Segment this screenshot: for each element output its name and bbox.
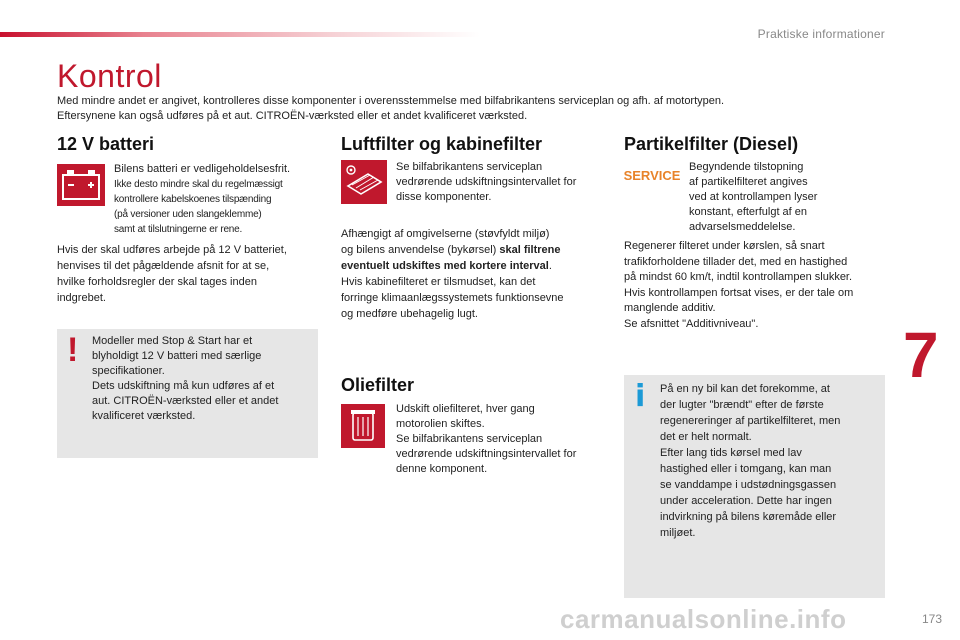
particle-filter-intro [689,160,879,235]
air-filter-line: Se bilfabrikantens serviceplan [396,161,543,173]
battery-intro [114,162,324,237]
warning-text [92,334,312,424]
battery-body-line: Hvis der skal udføres arbejde på 12 V batteriet, [57,244,287,256]
warning-icon: ! [67,331,79,369]
info-line: se vanddampe i udstødningsgassen [660,479,837,491]
air-filter-title: Luftfilter og kabinefilter [341,134,543,154]
warning-line: kvalificeret værksted. [92,410,196,422]
intro-text [57,94,837,124]
air-filter-body-text: og bilens anvendelse (bykørsel) [341,244,500,256]
battery-line: (på versioner uden slangeklemme) [114,209,262,220]
particle-filter-line: konstant, efterfulgt af en [689,206,808,218]
air-filter-body-line: Afhængigt af omgivelserne (støvfyldt miljø) [341,228,550,240]
battery-line: kontrollere kabelskoenes tilspænding [114,194,272,205]
air-filter-line: disse komponenter. [396,191,492,203]
battery-body-line: henvises til det pågældende afsnit for at se, [57,260,270,272]
particle-filter-body-line: Se afsnittet "Additivniveau". [624,317,759,330]
particle-filter-body [624,239,894,332]
air-filter-body-line [341,258,611,274]
warning-line: Modeller med Stop & Start har et [92,335,253,347]
intro-line: Med mindre andet er angivet, kontrolleres disse komponenter i overensstemmelse med bilfabrikantens serviceplan og afh. af motortypen. [57,95,725,107]
service-label: SERVICE [624,168,680,183]
info-line: miljøet. [660,527,696,539]
particle-filter-body-line: på mindst 60 km/t, indtil kontrollampen slukker. [624,271,853,283]
oil-filter-line: vedrørende udskiftningsintervallet for [396,448,577,460]
particle-filter-body-line: Regenerer filteret under kørslen, så snart [624,240,825,252]
oil-filter-line: Se bilfabrikantens serviceplan [396,433,543,445]
battery-title: 12 V batteri [57,134,155,154]
particle-filter-line: Begyndende tilstopning [689,161,804,173]
warning-line: specifikationer. [92,365,165,377]
air-filter-intro [396,160,611,205]
particle-filter-info-box [624,375,885,598]
air-filter-body [341,226,611,322]
particle-filter-body-line: manglende additiv. [624,302,716,314]
battery-body [57,242,317,306]
battery-warning-box [57,329,318,458]
header-accent-bar [0,32,480,37]
particle-filter-title: Partikelfilter (Diesel) [624,134,799,154]
info-icon: i [635,379,646,414]
info-line: På en ny bil kan det forekomme, at [660,383,830,395]
particle-filter-line: advarselsmeddelelse. [689,221,796,233]
info-line: der lugter "brændt" efter de første [660,399,824,411]
info-line: hastighed eller i tomgang, kan man [660,463,832,475]
particle-filter-body-line: trafikforholdene tillader det, med en hastighed [624,255,848,268]
oil-filter-line: motorolien skiftes. [396,418,485,430]
air-filter-body-line: Hvis kabinefilteret er tilsmudset, kan det [341,276,536,288]
chapter-number: 7 [903,319,939,391]
battery-line: Bilens batteri er vedligeholdelsesfrit. [114,163,291,175]
oil-filter-text [396,402,611,477]
page-number: 173 [921,612,942,626]
air-filter-body-line: forringe klimaanlægssystemets funktionsevne [341,292,564,304]
info-line: det er helt normalt. [660,431,752,443]
oil-filter-line: Udskift oliefilteret, hver gang [396,403,535,415]
particle-filter-body-line: Hvis kontrollampen fortsat vises, er der tale om [624,286,854,299]
battery-body-line: hvilke forholdsregler der skal tages inden [57,276,257,288]
oil-filter-icon [341,404,385,448]
header-title: Praktiske informationer [757,27,885,41]
oil-filter-line: denne komponent. [396,463,488,475]
oil-filter-title: Oliefilter [341,375,415,395]
battery-line: samt at tilslutningerne er rene. [114,224,243,235]
warning-line: aut. CITROËN-værksted eller et andet [92,395,279,407]
battery-icon [57,164,105,206]
air-filter-body-line: og medføre ubehagelig lugt. [341,308,478,320]
air-filter-icon [341,160,387,204]
info-line: regenereringer af partikelfilteret, men [660,415,841,427]
air-filter-body-bold: skal filtrene [499,244,561,256]
service-warning-icon [624,164,680,186]
info-line: Efter lang tids kørsel med lav [660,447,802,459]
air-filter-body-text: . [548,260,552,272]
air-filter-line: vedrørende udskiftningsintervallet for [396,176,577,188]
watermark: carmanualsonline.info [560,604,847,634]
air-filter-body-line [341,242,611,258]
particle-filter-line: ved at kontrollampen lyser [689,191,818,203]
info-text [660,381,880,541]
battery-line: Ikke desto mindre skal du regelmæssigt [114,179,283,190]
info-line: indvirkning på bilens køremåde eller [660,511,837,523]
air-filter-body-bold: eventuelt udskiftes med kortere interval [341,260,549,272]
warning-line: Dets udskiftning må kun udføres af et [92,380,275,392]
intro-line: Eftersynene kan også udføres på et aut. CITROËN-værksted eller et andet kvalificeret værksted. [57,110,528,122]
page-title: Kontrol [57,58,162,94]
warning-line: blyholdigt 12 V batteri med særlige [92,350,262,362]
particle-filter-line: af partikelfilteret angives [689,176,808,188]
info-line: under acceleration. Dette har ingen [660,495,832,507]
battery-body-line: indgrebet. [57,292,106,304]
